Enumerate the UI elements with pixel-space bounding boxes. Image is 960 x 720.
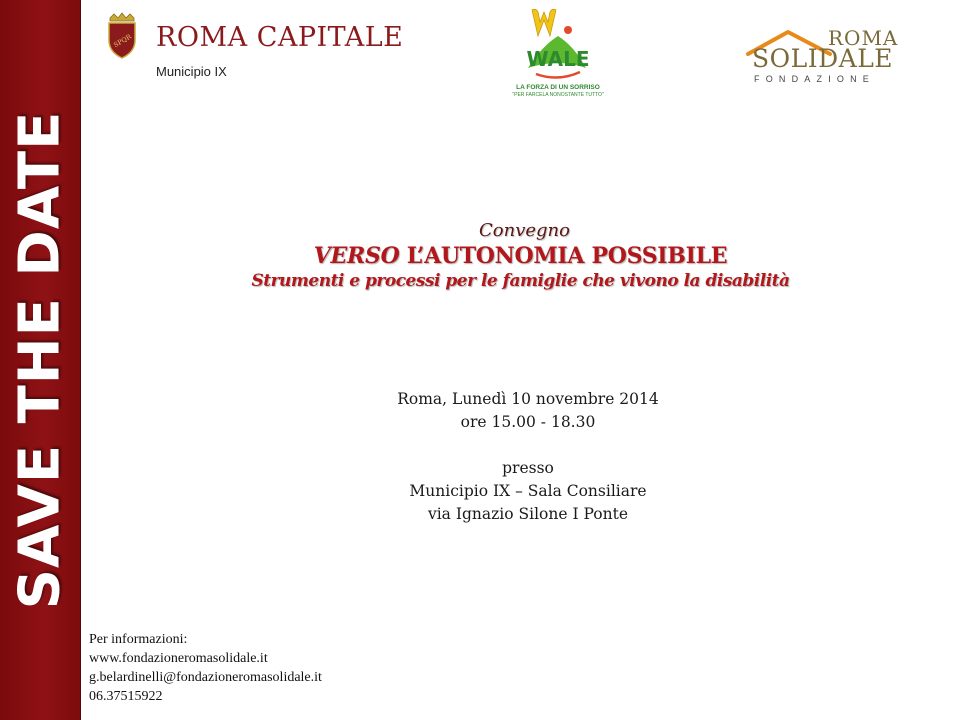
roma-crest-icon [104,12,140,60]
info-email: g.belardinelli@fondazioneromasolidale.it [89,670,322,685]
roma-capitale-title: ROMA CAPITALE [156,22,404,53]
crest-lettering: SPQR [112,32,133,50]
roma-solidale-logo [744,26,914,88]
wale-tagline: LA FORZA DI UN SORRISO [516,84,600,91]
save-the-date-banner [0,0,81,720]
roma-solidale-fondazione: FONDAZIONE [754,74,876,84]
roma-capitale-logo [104,12,424,72]
info-phone: 06.37515922 [89,689,163,704]
wale-motto: "PER FARCELA NONOSTANTE TUTTO" [512,92,604,98]
event-venue: Municipio IX – Sala Consiliare [409,482,647,500]
headline-emphasis: VERSO [313,243,400,269]
info-label: Per informazioni: [89,632,188,647]
wale-lettering: WALE [526,47,590,71]
info-website: www.fondazioneromasolidale.it [89,651,268,666]
municipio-label: Municipio IX [156,64,227,79]
event-address: via Ignazio Silone I Ponte [427,505,629,523]
roma-solidale-roma: ROMA [828,26,899,50]
event-headline [81,243,960,269]
contact-info [89,630,322,706]
event-time: ore 15.00 - 18.30 [460,413,596,431]
event-date: Roma, Lunedì 10 novembre 2014 [397,390,659,408]
event-subheadline: Strumenti e processi per le famiglie che vivono la disabilità [251,271,790,291]
event-title-block [81,220,960,291]
event-at-label: presso [502,459,554,477]
event-kicker: Convegno [479,220,570,241]
event-details [81,388,960,526]
wale-mark-icon [498,6,618,84]
save-the-date-text: SAVE THE DATE [7,110,73,610]
headline-rest: L’AUTONOMIA POSSIBILE [399,243,728,269]
roma-solidale-solidale: SOLIDALE [752,44,894,73]
wale-logo [498,6,618,98]
